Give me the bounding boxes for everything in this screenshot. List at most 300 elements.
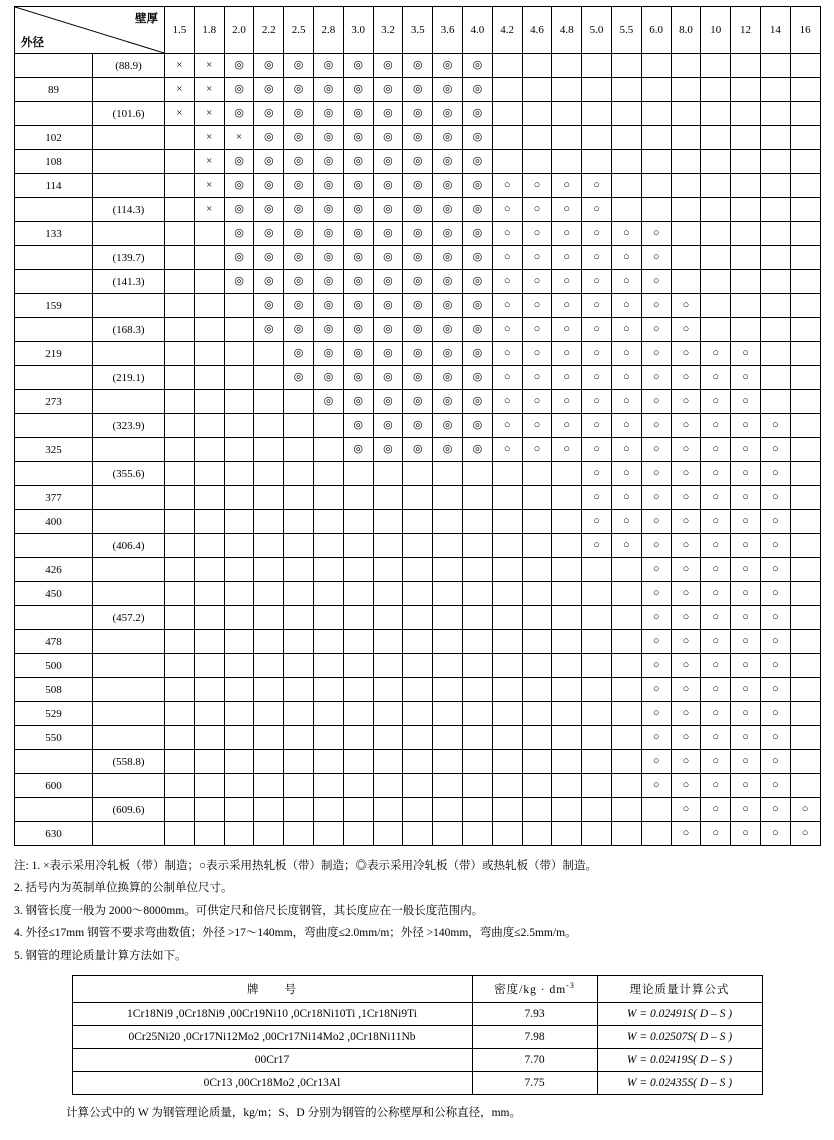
grade-header: 牌 号: [72, 976, 472, 1003]
manufacture-mark: ◎: [403, 342, 433, 366]
empty-cell: [194, 582, 224, 606]
manufacture-mark: ○: [641, 630, 671, 654]
empty-cell: [254, 798, 284, 822]
manufacture-mark: ○: [731, 750, 761, 774]
empty-cell: [254, 702, 284, 726]
empty-cell: [611, 54, 641, 78]
empty-cell: [254, 654, 284, 678]
manufacture-mark: ○: [731, 606, 761, 630]
empty-cell: [224, 726, 254, 750]
empty-cell: [403, 678, 433, 702]
empty-cell: [701, 102, 731, 126]
outer-diameter-value: 133: [15, 222, 93, 246]
table-row: [15, 678, 821, 702]
table-row: [15, 798, 821, 822]
table-row: [15, 438, 821, 462]
manufacture-mark: ×: [165, 54, 195, 78]
manufacture-mark: ◎: [403, 222, 433, 246]
manufacture-mark: ○: [760, 510, 790, 534]
empty-cell: [731, 126, 761, 150]
manufacture-mark: ○: [522, 414, 552, 438]
empty-cell: [284, 702, 314, 726]
manufacture-mark: ○: [641, 414, 671, 438]
empty-cell: [611, 174, 641, 198]
outer-diameter-value: 114: [15, 174, 93, 198]
empty-cell: [224, 486, 254, 510]
manufacture-mark: ○: [611, 366, 641, 390]
manufacture-mark: ○: [671, 726, 701, 750]
table-row: [15, 126, 821, 150]
empty-cell: [254, 750, 284, 774]
steel-grade: 1Cr18Ni9 ,0Cr18Ni9 ,00Cr19Ni10 ,0Cr18Ni10Ti ,1Cr18Ni9Ti: [72, 1003, 472, 1026]
manufacture-mark: ○: [522, 318, 552, 342]
table-row: [15, 750, 821, 774]
manufacture-mark: ○: [701, 462, 731, 486]
empty-cell: [701, 150, 731, 174]
outer-diameter-blank: [93, 630, 165, 654]
empty-cell: [284, 726, 314, 750]
manufacture-mark: ○: [671, 798, 701, 822]
empty-cell: [611, 606, 641, 630]
empty-cell: [224, 798, 254, 822]
manufacture-mark: ○: [731, 726, 761, 750]
empty-cell: [701, 174, 731, 198]
manufacture-mark: ○: [731, 342, 761, 366]
empty-cell: [522, 150, 552, 174]
manufacture-mark: ○: [760, 534, 790, 558]
empty-cell: [373, 774, 403, 798]
empty-cell: [462, 606, 492, 630]
empty-cell: [224, 294, 254, 318]
empty-cell: [194, 774, 224, 798]
empty-cell: [611, 558, 641, 582]
manufacture-mark: ○: [522, 174, 552, 198]
manufacture-mark: ◎: [462, 438, 492, 462]
empty-cell: [522, 54, 552, 78]
manufacture-mark: ◎: [224, 222, 254, 246]
empty-cell: [373, 486, 403, 510]
table-row: [15, 774, 821, 798]
empty-cell: [790, 582, 820, 606]
formula-footnote: 计算公式中的 W 为钢管理论质量，kg/m；S、D 分别为钢管的公称壁厚和公称直径，mm。: [66, 1107, 521, 1120]
empty-cell: [284, 774, 314, 798]
manufacture-mark: ○: [641, 294, 671, 318]
table-row: [15, 558, 821, 582]
empty-cell: [611, 750, 641, 774]
empty-cell: [343, 486, 373, 510]
manufacture-mark: ○: [760, 606, 790, 630]
empty-cell: [224, 366, 254, 390]
empty-cell: [224, 630, 254, 654]
empty-cell: [582, 702, 612, 726]
empty-cell: [462, 798, 492, 822]
table-row: [15, 606, 821, 630]
manufacture-mark: ○: [492, 414, 522, 438]
empty-cell: [492, 150, 522, 174]
manufacture-mark: ◎: [284, 270, 314, 294]
empty-cell: [552, 54, 582, 78]
manufacture-mark: ○: [731, 702, 761, 726]
empty-cell: [194, 270, 224, 294]
empty-cell: [313, 678, 343, 702]
manufacture-mark: ○: [582, 366, 612, 390]
manufacture-mark: ◎: [433, 126, 463, 150]
empty-cell: [760, 318, 790, 342]
manufacture-mark: ◎: [254, 318, 284, 342]
empty-cell: [224, 702, 254, 726]
empty-cell: [194, 750, 224, 774]
outer-diameter-blank: [93, 342, 165, 366]
manufacture-mark: ◎: [284, 342, 314, 366]
empty-cell: [373, 462, 403, 486]
manufacture-mark: ○: [671, 414, 701, 438]
empty-cell: [731, 54, 761, 78]
empty-cell: [731, 294, 761, 318]
empty-cell: [165, 174, 195, 198]
manufacture-mark: ○: [731, 822, 761, 846]
empty-cell: [641, 198, 671, 222]
empty-cell: [760, 246, 790, 270]
empty-cell: [165, 534, 195, 558]
empty-cell: [790, 486, 820, 510]
manufacture-mark: ○: [641, 774, 671, 798]
density-header-text: 密度/kg · dm: [494, 984, 567, 997]
empty-cell: [165, 414, 195, 438]
empty-cell: [522, 726, 552, 750]
empty-cell: [522, 702, 552, 726]
manufacture-mark: ○: [671, 342, 701, 366]
empty-cell: [671, 270, 701, 294]
empty-cell: [433, 630, 463, 654]
empty-cell: [313, 534, 343, 558]
empty-cell: [611, 630, 641, 654]
empty-cell: [254, 342, 284, 366]
empty-cell: [194, 654, 224, 678]
density-value: 7.93: [472, 1003, 597, 1026]
manufacture-mark: ○: [522, 438, 552, 462]
outer-diameter-blank: [15, 246, 93, 270]
empty-cell: [194, 342, 224, 366]
outer-diameter-blank: [93, 654, 165, 678]
empty-cell: [403, 726, 433, 750]
outer-diameter-value: 550: [15, 726, 93, 750]
manufacture-mark: ○: [701, 822, 731, 846]
empty-cell: [790, 102, 820, 126]
manufacture-mark: ○: [701, 606, 731, 630]
outer-diameter-value: (609.6): [93, 798, 165, 822]
empty-cell: [522, 486, 552, 510]
density-unit-exponent: -3: [566, 981, 575, 991]
empty-cell: [343, 750, 373, 774]
empty-cell: [790, 702, 820, 726]
table-row: [15, 534, 821, 558]
outer-diameter-value: 478: [15, 630, 93, 654]
empty-cell: [760, 270, 790, 294]
empty-cell: [611, 126, 641, 150]
manufacture-mark: ○: [671, 558, 701, 582]
outer-diameter-value: 377: [15, 486, 93, 510]
empty-cell: [492, 702, 522, 726]
empty-cell: [522, 102, 552, 126]
manufacture-mark: ◎: [433, 342, 463, 366]
empty-cell: [313, 486, 343, 510]
manufacture-mark: ○: [552, 414, 582, 438]
outer-diameter-blank: [93, 150, 165, 174]
outer-diameter-blank: [93, 702, 165, 726]
empty-cell: [492, 582, 522, 606]
empty-cell: [760, 198, 790, 222]
empty-cell: [582, 726, 612, 750]
manufacture-mark: ◎: [373, 414, 403, 438]
empty-cell: [492, 78, 522, 102]
manufacture-mark: ○: [731, 486, 761, 510]
manufacture-mark: ○: [641, 342, 671, 366]
manufacture-mark: ◎: [343, 270, 373, 294]
empty-cell: [343, 726, 373, 750]
manufacture-mark: ○: [731, 654, 761, 678]
empty-cell: [194, 438, 224, 462]
manufacture-mark: ○: [731, 366, 761, 390]
manufacture-mark: ◎: [433, 294, 463, 318]
outer-diameter-blank: [15, 606, 93, 630]
manufacture-mark: ◎: [313, 126, 343, 150]
empty-cell: [790, 126, 820, 150]
manufacture-mark: ◎: [284, 366, 314, 390]
manufacture-mark: ○: [731, 678, 761, 702]
manufacture-mark: ○: [671, 366, 701, 390]
manufacture-mark: ◎: [224, 102, 254, 126]
manufacture-mark: ○: [701, 774, 731, 798]
empty-cell: [165, 822, 195, 846]
manufacture-mark: ○: [582, 390, 612, 414]
manufacture-mark: ○: [760, 438, 790, 462]
manufacture-mark: ◎: [343, 342, 373, 366]
manufacture-mark: ○: [641, 726, 671, 750]
empty-cell: [224, 774, 254, 798]
empty-cell: [641, 54, 671, 78]
manufacture-mark: ◎: [254, 198, 284, 222]
empty-cell: [760, 366, 790, 390]
empty-cell: [611, 102, 641, 126]
mass-formula: W = 0.02491S( D – S ): [597, 1003, 762, 1026]
manufacture-mark: ◎: [462, 294, 492, 318]
table-row: [15, 342, 821, 366]
manufacture-mark: ◎: [433, 222, 463, 246]
empty-cell: [194, 678, 224, 702]
empty-cell: [760, 102, 790, 126]
thickness-col-6: 3.0: [343, 7, 373, 54]
empty-cell: [731, 198, 761, 222]
empty-cell: [731, 270, 761, 294]
manufacture-mark: ◎: [403, 438, 433, 462]
empty-cell: [492, 798, 522, 822]
mass-formula: W = 0.02435S( D – S ): [597, 1072, 762, 1095]
empty-cell: [790, 150, 820, 174]
outer-diameter-blank: [15, 198, 93, 222]
empty-cell: [522, 78, 552, 102]
empty-cell: [373, 750, 403, 774]
mass-table-row: [72, 1072, 762, 1095]
empty-cell: [552, 726, 582, 750]
manufacture-mark: ◎: [254, 126, 284, 150]
outer-diameter-value: (558.8): [93, 750, 165, 774]
manufacture-mark: ○: [492, 222, 522, 246]
empty-cell: [641, 174, 671, 198]
manufacture-mark: ◎: [373, 198, 403, 222]
manufacture-mark: ○: [701, 798, 731, 822]
manufacture-mark: ◎: [403, 102, 433, 126]
empty-cell: [522, 822, 552, 846]
empty-cell: [701, 294, 731, 318]
manufacture-mark: ○: [641, 534, 671, 558]
manufacture-mark: ○: [760, 702, 790, 726]
manufacture-mark: ○: [492, 270, 522, 294]
empty-cell: [343, 702, 373, 726]
empty-cell: [790, 750, 820, 774]
empty-cell: [790, 366, 820, 390]
empty-cell: [731, 174, 761, 198]
manufacture-mark: ◎: [224, 78, 254, 102]
density-header: [472, 976, 597, 1003]
empty-cell: [462, 534, 492, 558]
empty-cell: [313, 798, 343, 822]
manufacture-mark: ○: [582, 222, 612, 246]
empty-cell: [552, 774, 582, 798]
manufacture-mark: ◎: [254, 102, 284, 126]
steel-grade: 0Cr25Ni20 ,0Cr17Ni12Mo2 ,00Cr17Ni14Mo2 ,0Cr18Ni11Nb: [72, 1026, 472, 1049]
empty-cell: [552, 486, 582, 510]
empty-cell: [641, 798, 671, 822]
manufacture-mark: ◎: [313, 318, 343, 342]
table-row: [15, 822, 821, 846]
empty-cell: [165, 750, 195, 774]
manufacture-mark: ○: [641, 702, 671, 726]
manufacture-mark: ◎: [313, 366, 343, 390]
manufacture-mark: ◎: [343, 78, 373, 102]
manufacture-mark: ○: [701, 630, 731, 654]
table-header: [15, 7, 821, 54]
outer-diameter-blank: [93, 390, 165, 414]
manufacture-mark: ◎: [373, 174, 403, 198]
manufacture-mark: ○: [760, 486, 790, 510]
manufacture-mark: ○: [641, 486, 671, 510]
manufacture-mark: ○: [611, 438, 641, 462]
manufacture-mark: ○: [760, 774, 790, 798]
empty-cell: [552, 462, 582, 486]
empty-cell: [373, 702, 403, 726]
empty-cell: [492, 822, 522, 846]
outer-diameter-value: 600: [15, 774, 93, 798]
manufacture-mark: ○: [760, 414, 790, 438]
thickness-col-2: 2.0: [224, 7, 254, 54]
empty-cell: [194, 558, 224, 582]
manufacture-mark: ○: [701, 438, 731, 462]
empty-cell: [313, 462, 343, 486]
empty-cell: [313, 438, 343, 462]
manufacture-mark: ◎: [343, 414, 373, 438]
manufacture-mark: ○: [760, 822, 790, 846]
empty-cell: [313, 654, 343, 678]
mass-table-row: [72, 1049, 762, 1072]
empty-cell: [552, 150, 582, 174]
empty-cell: [165, 246, 195, 270]
empty-cell: [492, 486, 522, 510]
outer-diameter-value: 219: [15, 342, 93, 366]
formula-header: 理论质量计算公式: [597, 976, 762, 1003]
outer-diameter-blank: [93, 174, 165, 198]
manufacture-mark: ○: [641, 438, 671, 462]
empty-cell: [492, 750, 522, 774]
manufacture-mark: ○: [552, 222, 582, 246]
empty-cell: [224, 606, 254, 630]
outer-diameter-value: (406.4): [93, 534, 165, 558]
empty-cell: [760, 294, 790, 318]
table-row: [15, 654, 821, 678]
table-row: [15, 462, 821, 486]
manufacture-mark: ○: [522, 246, 552, 270]
manufacture-mark: ○: [552, 246, 582, 270]
table-row: [15, 222, 821, 246]
manufacture-mark: ○: [582, 318, 612, 342]
empty-cell: [522, 510, 552, 534]
mass-table-header: [72, 976, 762, 1003]
outer-diameter-blank: [15, 270, 93, 294]
empty-cell: [790, 558, 820, 582]
manufacture-mark: ◎: [373, 150, 403, 174]
empty-cell: [611, 582, 641, 606]
empty-cell: [671, 126, 701, 150]
manufacture-mark: ○: [671, 510, 701, 534]
outer-diameter-value: 89: [15, 78, 93, 102]
manufacture-mark: ○: [731, 438, 761, 462]
empty-cell: [760, 174, 790, 198]
manufacture-mark: ×: [194, 174, 224, 198]
empty-cell: [492, 126, 522, 150]
empty-cell: [582, 78, 612, 102]
manufacture-mark: ◎: [254, 246, 284, 270]
manufacture-mark: ◎: [462, 246, 492, 270]
table-body: [15, 54, 821, 846]
empty-cell: [403, 582, 433, 606]
empty-cell: [582, 774, 612, 798]
empty-cell: [165, 222, 195, 246]
manufacture-mark: ◎: [403, 390, 433, 414]
outer-diameter-blank: [15, 102, 93, 126]
empty-cell: [790, 438, 820, 462]
manufacture-mark: ○: [611, 246, 641, 270]
empty-cell: [165, 702, 195, 726]
empty-cell: [492, 630, 522, 654]
outer-diameter-blank: [93, 222, 165, 246]
density-value: 7.98: [472, 1026, 597, 1049]
mass-formula: W = 0.02507S( D – S ): [597, 1026, 762, 1049]
empty-cell: [254, 678, 284, 702]
empty-cell: [492, 606, 522, 630]
manufacture-mark: ○: [790, 822, 820, 846]
empty-cell: [224, 582, 254, 606]
empty-cell: [194, 414, 224, 438]
empty-cell: [522, 678, 552, 702]
density-value: 7.75: [472, 1072, 597, 1095]
empty-cell: [224, 414, 254, 438]
manufacture-mark: ○: [671, 462, 701, 486]
empty-cell: [403, 558, 433, 582]
manufacture-mark: ○: [641, 678, 671, 702]
table-row: [15, 174, 821, 198]
mass-formula: W = 0.02419S( D – S ): [597, 1049, 762, 1072]
empty-cell: [165, 726, 195, 750]
manufacture-mark: ◎: [343, 438, 373, 462]
